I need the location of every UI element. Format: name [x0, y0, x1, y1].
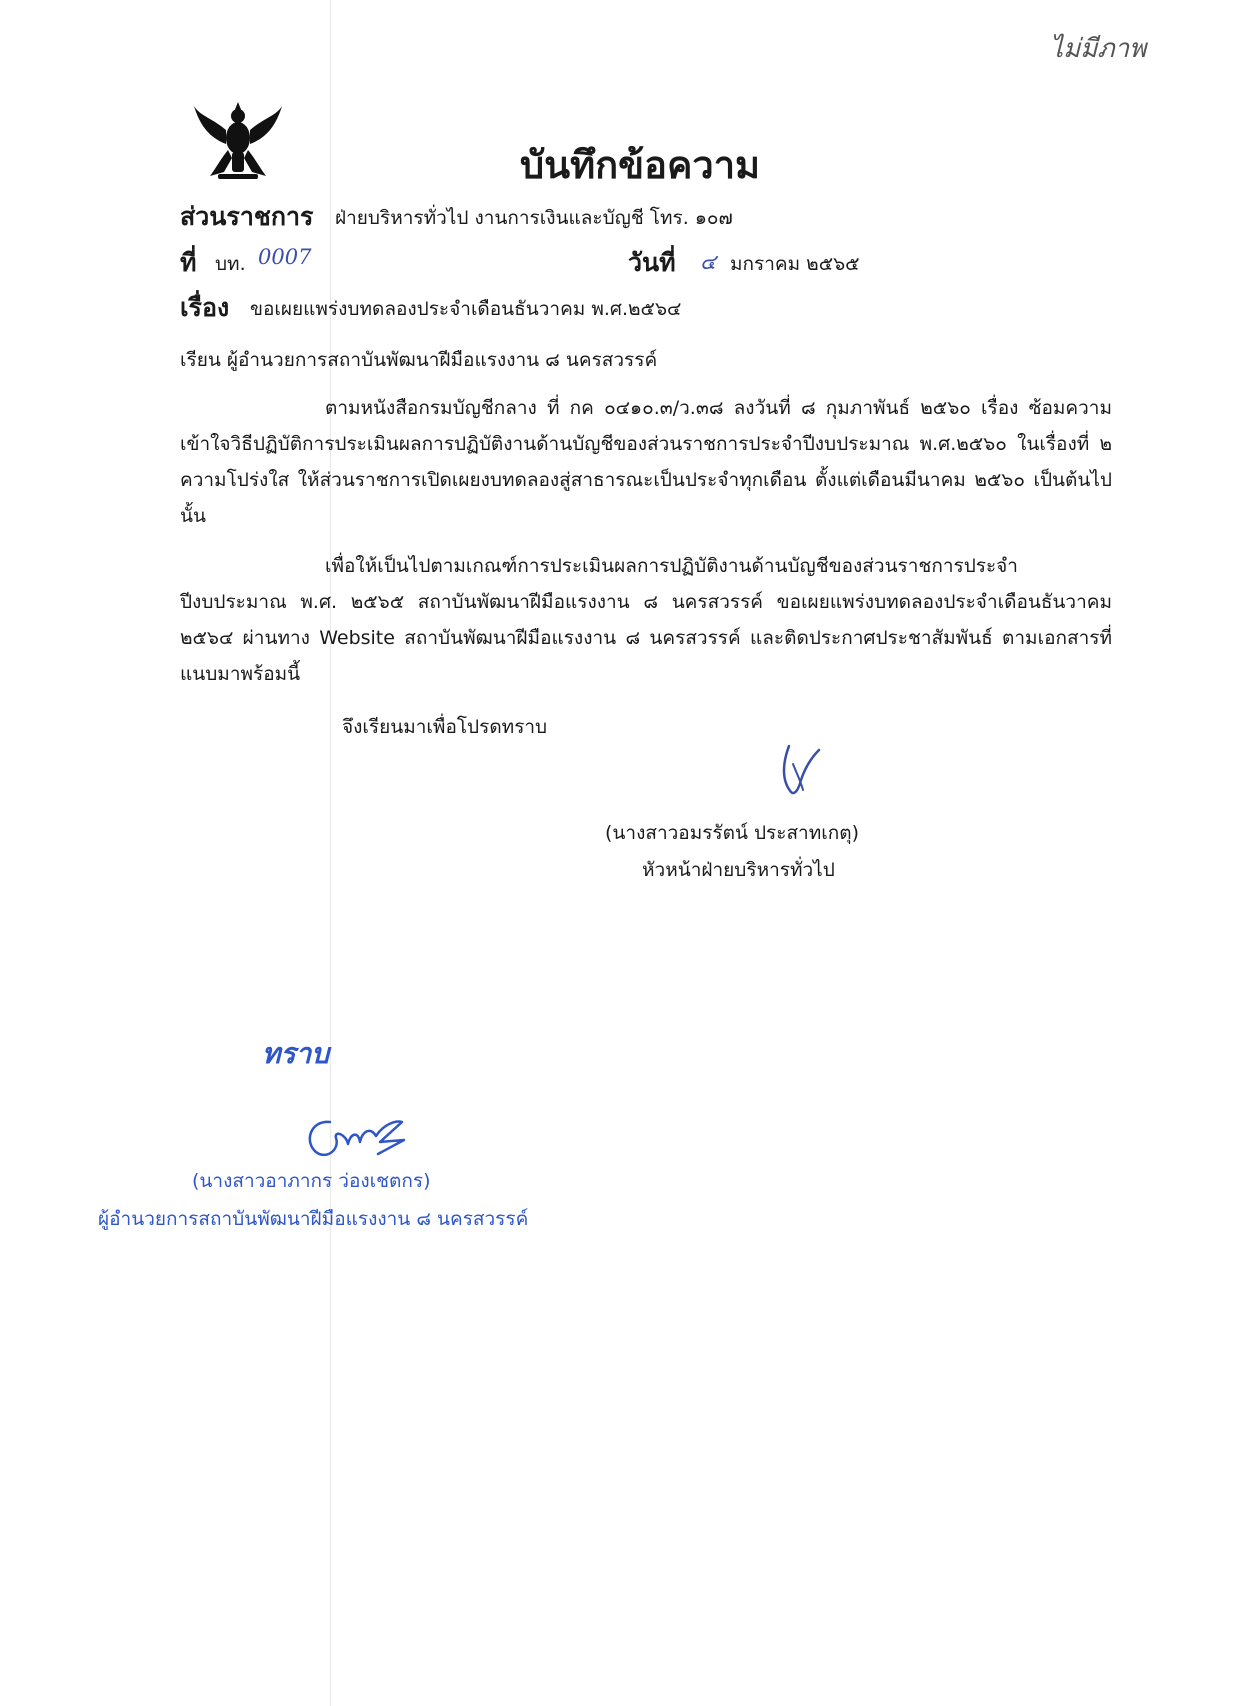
ref-label: ที่ [180, 248, 197, 277]
salutation: เรียน ผู้อำนวยการสถาบันพัฒนาฝีมือแรงงาน ๘ นครสวรรค์ [180, 349, 658, 371]
director-position: ผู้อำนวยการสถาบันพัฒนาฝีมือแรงงาน ๘ นครสวรรค์ [98, 1208, 529, 1230]
signer-name: (นางสาวอมรรัตน์ ประสาทเกตุ) [605, 822, 860, 844]
corner-handwritten-note: ไม่มีภาพ [1050, 34, 1147, 64]
signer-position: หัวหน้าฝ่ายบริหารทั่วไป [642, 859, 835, 881]
date-label: วันที่ [628, 248, 676, 277]
closing-line: จึงเรียนมาเพื่อโปรดทราบ [342, 716, 548, 738]
director-name: (นางสาวอาภากร ว่องเชตกร) [192, 1170, 431, 1192]
signer-signature-icon [775, 740, 825, 800]
director-signature-icon [300, 1112, 410, 1164]
garuda-emblem-icon [190, 98, 286, 184]
ref-prefix: บท. [215, 253, 246, 275]
subject-label: เรื่อง [180, 293, 230, 322]
paragraph-2-text: เพื่อให้เป็นไปตามเกณฑ์การประเมินผลการปฏิบัติงานด้านบัญชีของส่วนราชการประจำปีงบประมาณ พ.ศ. ๒๕๖๕ สถาบันพัฒนาฝีมือแรงงาน ๘ นครสวรรค์ ขอเผยแพร่งบทดลองประจำเดือนธันวาคม ๒๕๖๔ ผ่านทาง Website สถาบันพัฒนาฝีมือแรงงาน ๘ นครสวรรค์ และติดประกาศประชาสัมพันธ์ ตามเอกสารที่แนบมาพร้อมนี้ [180, 555, 1112, 685]
paragraph-1-text: ตามหนังสือกรมบัญชีกลาง ที่ กค ๐๔๑๐.๓/ว.๓๘ ลงวันที่ ๘ กุมภาพันธ์ ๒๕๖๐ เรื่อง ซ้อมความเข้าใจวิธีปฏิบัติการประเมินผลการปฏิบัติงานด้านบัญชีของส่วนราชการประจำปีงบประมาณ พ.ศ.๒๕๖๐ ในเรื่องที่ ๒ ความโปร่งใส ให้ส่วนราชการเปิดเผยงบทดลองสู่สาธารณะเป็นประจำทุกเดือน ตั้งแต่เดือนมีนาคม ๒๕๖๐ เป็นต้นไป นั้น [180, 397, 1112, 527]
agency-value: ฝ่ายบริหารทั่วไป งานการเงินและบัญชี โทร. ๑๐๗ [335, 207, 733, 229]
scan-fold-line [330, 0, 331, 1706]
date-month-year: มกราคม ๒๕๖๕ [730, 253, 860, 275]
subject-value: ขอเผยแพร่งบทดลองประจำเดือนธันวาคม พ.ศ.๒๕๖๔ [250, 298, 682, 320]
agency-label: ส่วนราชการ [180, 202, 314, 231]
paragraph-1 [180, 390, 1112, 534]
acknowledge-stamp: ทราบ [262, 1037, 329, 1070]
ref-number-handwritten: 0007 [258, 245, 312, 269]
date-day-handwritten: ๔ [700, 250, 716, 274]
document-title: บันทึกข้อความ [520, 143, 761, 187]
paragraph-2 [180, 548, 1112, 692]
